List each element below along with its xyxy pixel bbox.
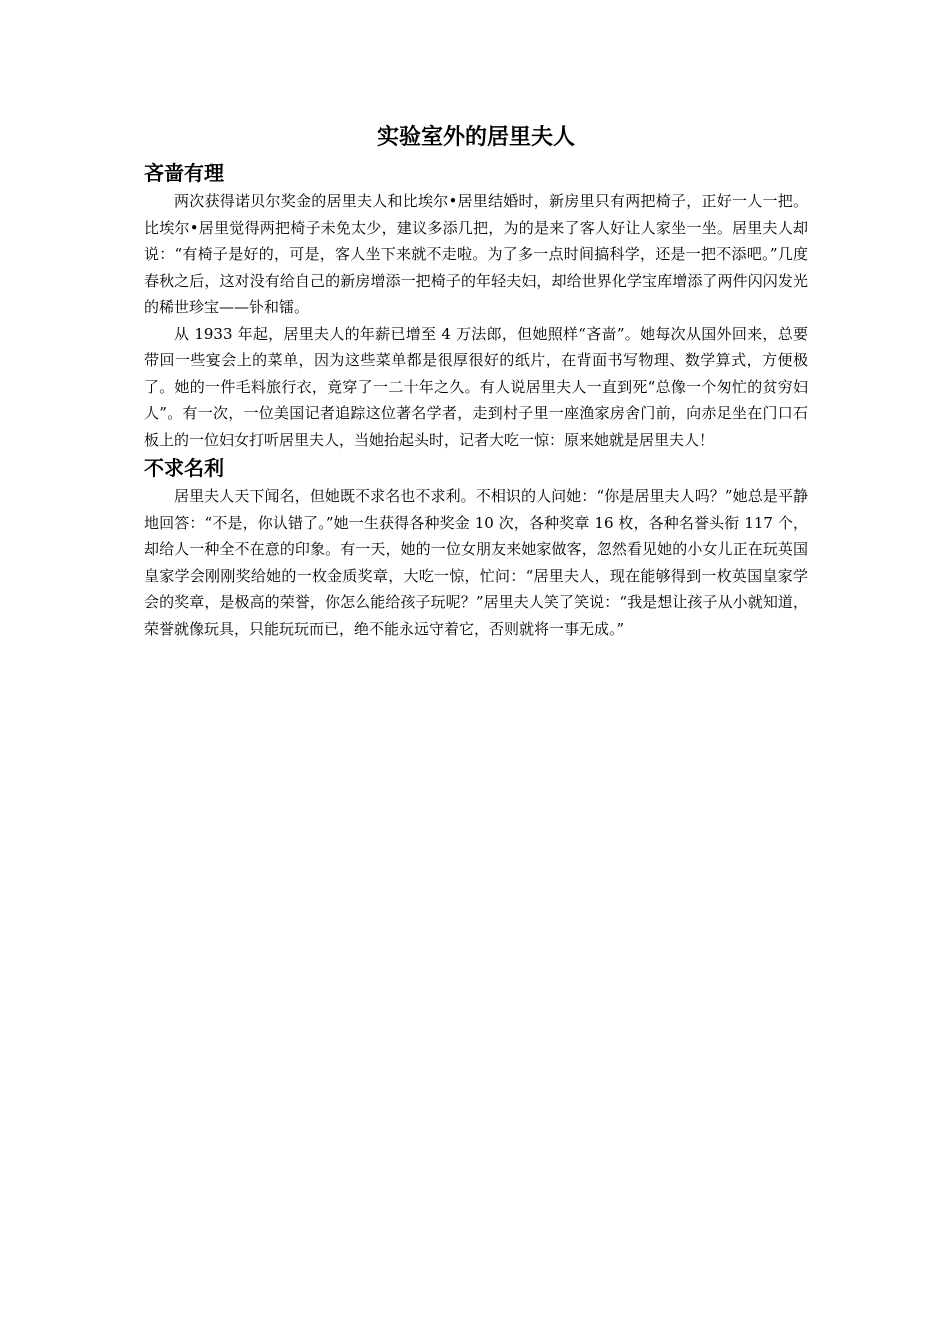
paragraph: 两次获得诺贝尔奖金的居里夫人和比埃尔•居里结婚时，新房里只有两把椅子，正好一人一把。比埃尔•居里觉得两把椅子未免太少，建议多添几把，为的是来了客人好让人家坐一坐。居里夫人却说：“有椅子是好的，可是，客人坐下来就不走啦。为了多一点时间搞科学，还是一把不添吧。”几度春秋之后，这对没有给自己的新房增添一把椅子的年轻夫妇，却给世界化学宝库增添了两件闪闪发光的稀世珍宝——钋和镭。 xyxy=(144,192,808,316)
section-stingy xyxy=(144,158,808,453)
paragraph: 从 1933 年起，居里夫人的年薪已增至 4 万法郎，但她照样“吝啬”。她每次从国外回来，总要带回一些宴会上的菜单，因为这些菜单都是很厚很好的纸片，在背面书写物理、数学算式，方便极了。她的一件毛料旅行衣，竟穿了一二十年之久。有人说居里夫人一直到死“总像一个匆忙的贫穷妇人”。有一次，一位美国记者追踪这位著名学者，走到村子里一座渔家房舍门前，向赤足坐在门口石板上的一位妇女打听居里夫人，当她抬起头时，记者大吃一惊：原来她就是居里夫人！ xyxy=(144,324,808,449)
document-title: 实验室外的居里夫人 xyxy=(376,125,575,150)
section-no-fame xyxy=(144,453,808,642)
paragraph: 居里夫人天下闻名，但她既不求名也不求利。不相识的人问她：“你是居里夫人吗？”她总是平静地回答：“不是，你认错了。”她一生获得各种奖金 10 次，各种奖章 16 枚，各种名誉头衔 117 个，却给人一种全不在意的印象。有一天，她的一位女朋友来她家做客，忽然看见她的小女儿正在玩英国皇家学会刚刚奖给她的一枚金质奖章，大吃一惊，忙问：“居里夫人，现在能够得到一枚英国皇家学会的奖章，是极高的荣誉，你怎么能给孩子玩呢？”居里夫人笑了笑说：“我是想让孩子从小就知道，荣誉就像玩具，只能玩玩而已，绝不能永远守着它，否则就将一事无成。” xyxy=(144,487,808,638)
section-heading: 不求名利 xyxy=(144,456,224,480)
document-body xyxy=(144,118,808,642)
section-heading: 吝啬有理 xyxy=(144,161,224,185)
